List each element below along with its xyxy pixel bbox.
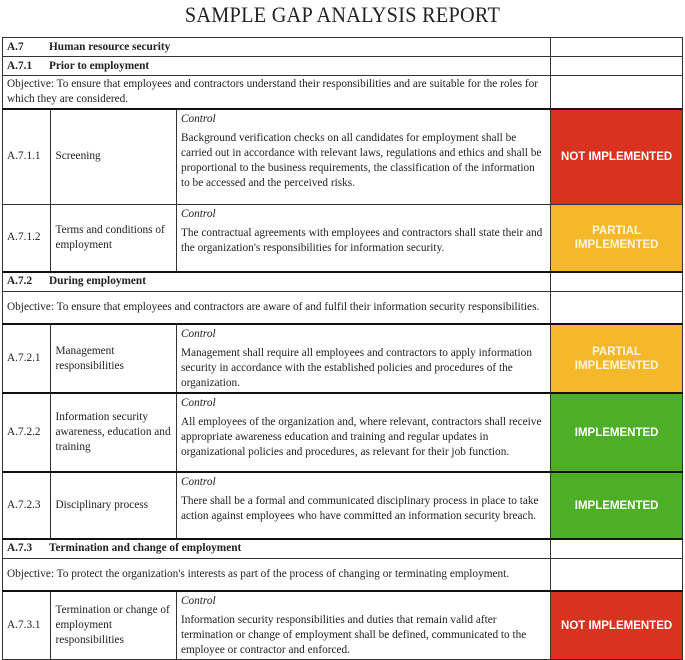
subsection-title: Prior to employment [49,59,150,72]
status-badge: IMPLEMENTED [551,393,683,472]
control-id: A.7.1.1 [3,109,51,204]
section-row [3,38,683,57]
objective-text: Objective: To ensure that employees and contractors understand their responsibilities and are suitable for the roles for which they are considered. [3,76,551,110]
control-name: Information security awareness, education and training [51,393,176,472]
control-name: Management responsibilities [51,324,176,393]
objective-row [3,558,683,591]
control-text: Information security responsibilities and duties that remain valid after termination or change of employment shall be defined, communicated to the employee or contractor and enforced. [180,614,527,656]
control-text: There shall be a formal and communicated disciplinary process in place to take action against employees who have committed an information security breach. [180,495,539,522]
status-cell-empty [551,291,683,324]
report-title: SAMPLE GAP ANALYSIS REPORT [184,2,501,27]
control-row [3,109,683,204]
control-text: Management shall require all employees and contractors to apply information security in accordance with the established policies and procedures of the organization. [180,347,532,389]
status-cell-empty [551,76,683,110]
control-text: Background verification checks on all candidates for employment shall be carried out in accordance with relevant laws, regulations and ethics and shall be proportional to the business requirements, the classification of the information to be accessed and the perceived risks. [180,132,542,189]
control-name: Disciplinary process [51,472,176,539]
control-label: Control [180,476,216,488]
section-title: Human resource security [49,40,171,53]
gap-analysis-table [2,37,683,660]
subsection-number: A.7.3 [7,542,33,555]
control-row [3,324,683,393]
status-cell-empty [551,57,683,76]
control-row [3,204,683,272]
control-row [3,591,683,660]
control-text: The contractual agreements with employees and contractors shall state their and the organization's responsibilities for information security. [180,226,543,254]
control-name: Screening [51,109,176,204]
control-label: Control [180,207,216,220]
status-cell-empty [551,539,683,558]
control-id: A.7.3.1 [3,591,51,660]
control-text: All employees of the organization and, where relevant, contractors shall receive appropriate awareness education and training and regular updates in organizational policies and procedures, as relevant for their job function. [180,416,542,458]
section-number: A.7 [7,40,24,53]
objective-row [3,76,683,110]
status-badge: IMPLEMENTED [551,472,683,539]
status-badge: PARTIAL IMPLEMENTED [551,324,683,393]
status-cell-empty [551,558,683,591]
subsection-title: Termination and change of employment [49,542,242,555]
objective-row [3,291,683,324]
status-badge: PARTIAL IMPLEMENTED [551,204,683,272]
control-label: Control [180,328,216,340]
subsection-row [3,539,683,558]
control-id: A.7.1.2 [3,204,51,272]
objective-text: Objective: To protect the organization's interests as part of the process of changing or terminating employment. [3,558,551,591]
control-id: A.7.2.3 [3,472,51,539]
subsection-row [3,57,683,76]
control-row [3,393,683,472]
control-name: Termination or change of employment responsibilities [51,591,176,660]
status-badge: NOT IMPLEMENTED [551,591,683,660]
status-cell-empty [551,272,683,291]
control-label: Control [180,113,216,125]
control-id: A.7.2.2 [3,393,51,472]
control-label: Control [180,397,216,409]
control-row [3,472,683,539]
subsection-title: During employment [49,275,146,288]
subsection-row [3,272,683,291]
status-badge: NOT IMPLEMENTED [551,109,683,204]
subsection-number: A.7.1 [7,59,33,72]
objective-text: Objective: To ensure that employees and contractors are aware of and fulfil their information security responsibilities. [3,291,551,324]
status-cell-empty [551,38,683,57]
subsection-number: A.7.2 [7,275,33,288]
control-id: A.7.2.1 [3,324,51,393]
control-name: Terms and conditions of employment [51,204,176,272]
control-label: Control [180,595,216,607]
